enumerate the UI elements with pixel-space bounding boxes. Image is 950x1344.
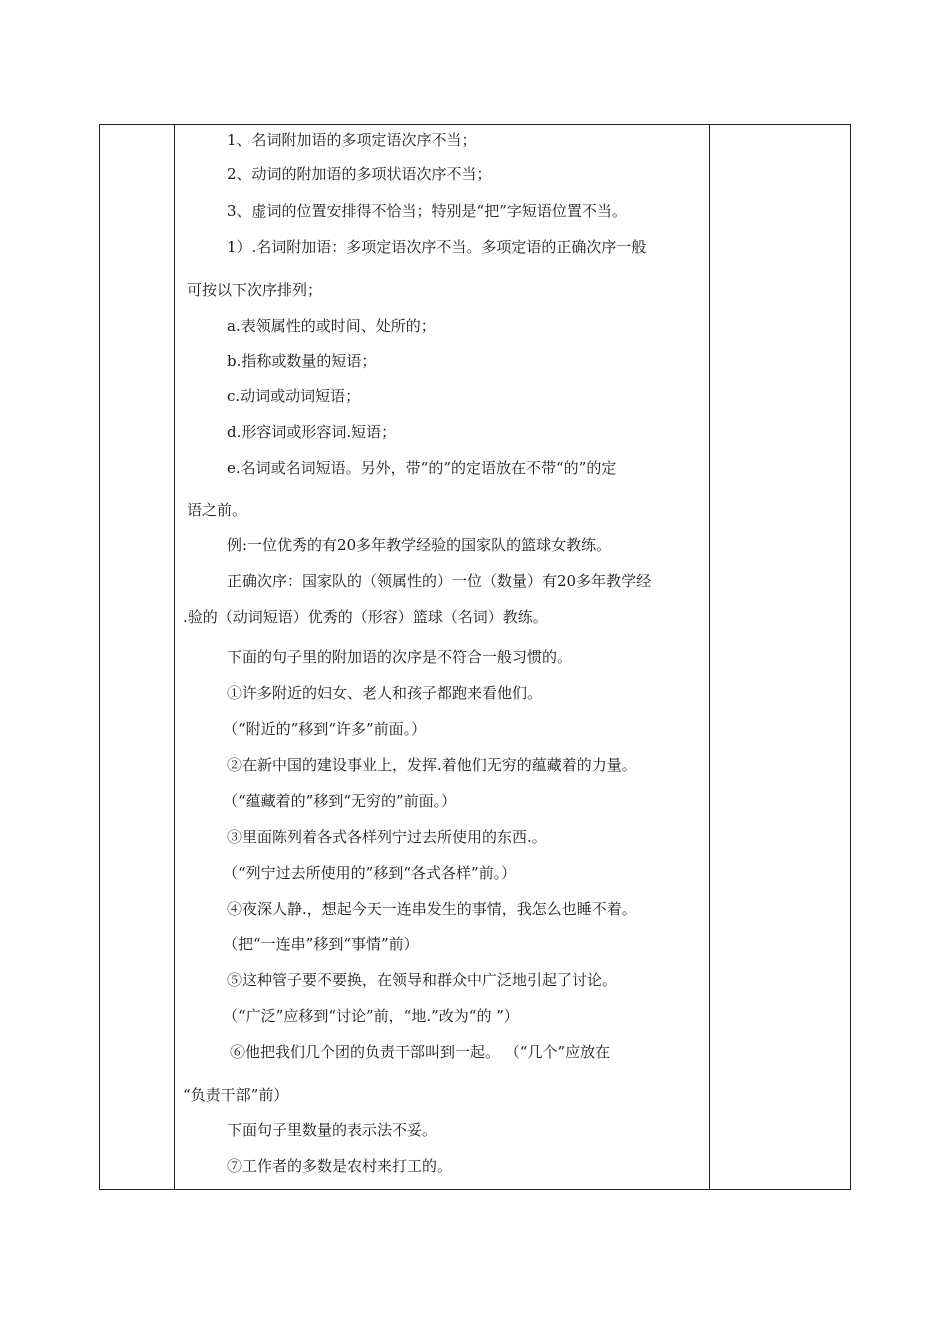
- right-column-divider: [709, 125, 710, 1189]
- text-line: （“附近的”移到“许多”前面。）: [223, 720, 427, 738]
- text-line: ⑤这种管子要不要换，在领导和群众中广泛地引起了讨论。: [227, 971, 618, 989]
- text-line: （“列宁过去所使用的”移到“各式各样”前。）: [223, 864, 517, 882]
- text-line: “负责干部”前）: [183, 1086, 289, 1104]
- text-line: ④夜深人静.，想起今天一连串发生的事情，我怎么也睡不着。: [227, 900, 637, 918]
- left-column-divider: [174, 125, 175, 1189]
- text-line: 可按以下次序排列；: [187, 281, 323, 299]
- text-line: c.动词或动词短语；: [227, 387, 361, 405]
- text-line: d.形容词或形容词.短语；: [227, 423, 397, 441]
- text-line: 1、名词附加语的多项定语次序不当；: [227, 131, 477, 149]
- text-line: 下面句子里数量的表示法不妥。: [227, 1121, 438, 1139]
- text-line: ⑥他把我们几个团的负责干部叫到一起。 （“几个”应放在: [230, 1043, 611, 1061]
- text-line: ①许多附近的妇女、老人和孩子都跑来看他们。: [227, 684, 543, 702]
- text-line: ⑦工作者的多数是农村来打工的。: [227, 1157, 453, 1175]
- text-line: 语之前。: [187, 501, 248, 519]
- text-line: 1）.名词附加语：多项定语次序不当。多项定语的正确次序一般: [227, 238, 647, 256]
- text-line: 下面的句子里的附加语的次序是不符合一般习惯的。: [227, 648, 573, 666]
- text-line: 3、虚词的位置安排得不恰当；特别是“把”字短语位置不当。: [227, 202, 627, 220]
- text-line: ②在新中国的建设事业上，发挥.着他们无穷的蕴藏着的力量。: [227, 756, 637, 774]
- text-line: .验的（动词短语）优秀的（形容）篮球（名词）教练。: [183, 608, 548, 626]
- text-line: （“广泛”应移到“讨论”前，“地.”改为“的 ”）: [223, 1007, 519, 1025]
- text-line: 例:一位优秀的有20多年教学经验的国家队的篮球女教练。: [227, 536, 612, 554]
- text-line: 正确次序：国家队的（领属性的）一位（数量）有20多年教学经: [227, 572, 652, 590]
- document-table: [99, 124, 851, 1190]
- text-line: （“蕴藏着的”移到“无穷的”前面。）: [223, 792, 457, 810]
- text-line: b.指称或数量的短语；: [227, 352, 377, 370]
- text-line: （把“一连串”移到“事情”前）: [223, 935, 419, 953]
- text-line: ③里面陈列着各式各样列宁过去所使用的东西.。: [227, 828, 547, 846]
- text-line: e.名词或名词短语。另外，带“的”的定语放在不带“的”的定: [227, 459, 617, 477]
- text-line: 2、动词的附加语的多项状语次序不当；: [227, 165, 492, 183]
- text-line: a.表领属性的或时间、处所的；: [227, 317, 436, 335]
